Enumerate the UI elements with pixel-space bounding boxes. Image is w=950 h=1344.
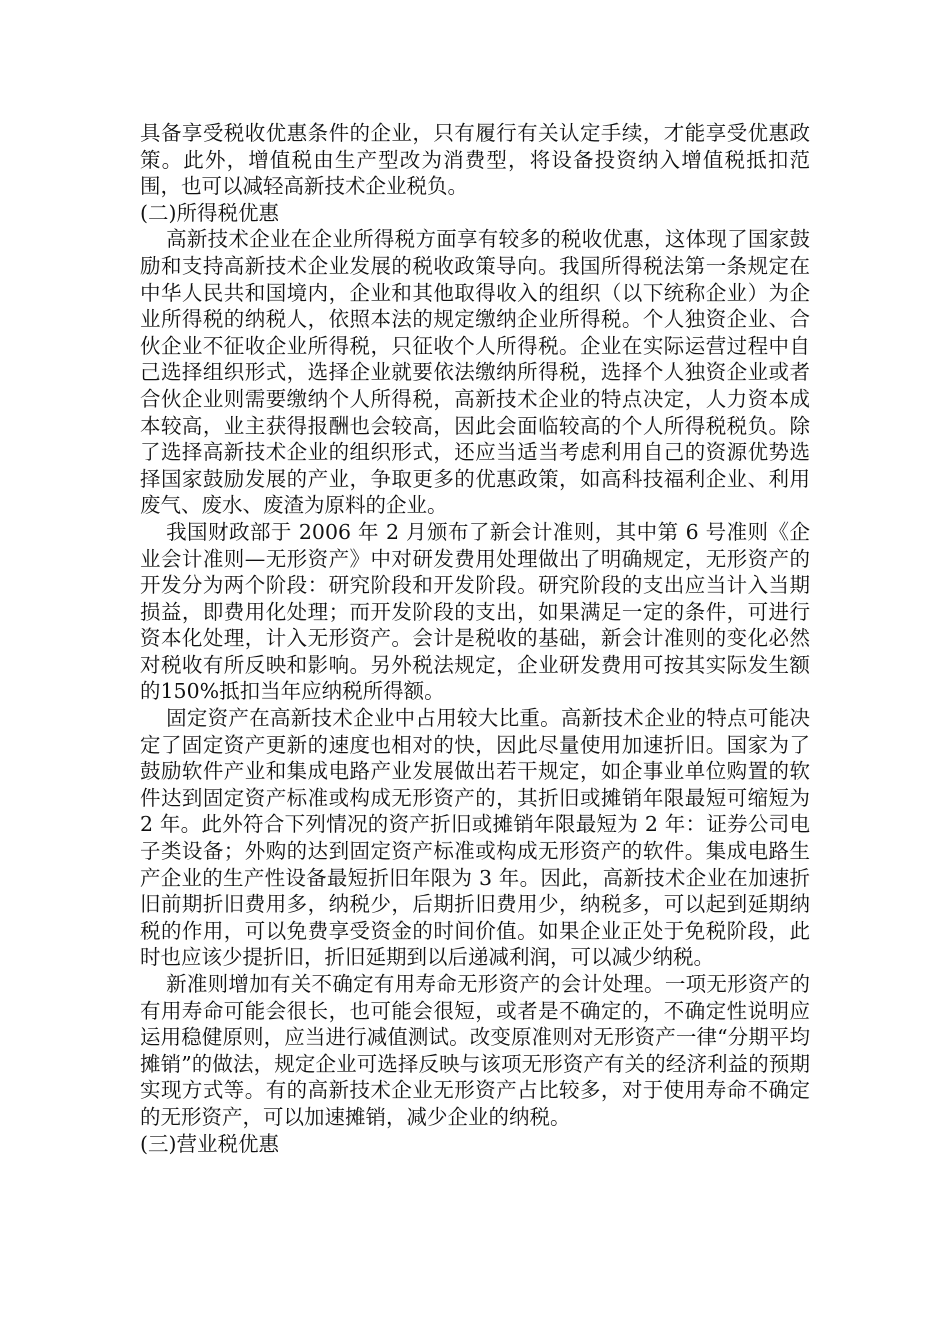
paragraph-income-tax: 高新技术企业在企业所得税方面享有较多的税收优惠，这体现了国家鼓励和支持高新技术企业发展的税收政策导向。我国所得税法第一条规定在中华人民共和国境内，企业和其他取得收入的组织（以下统称企业）为企业所得税的纳税人，依照本法的规定缴纳企业所得税。个人独资企业、合伙企业不征收企业所得税，只征收个人所得税。企业在实际运营过程中自己选择组织形式，选择企业就要依法缴纳所得税，选择个人独资企业或者合伙企业则需要缴纳个人所得税，高新技术企业的特点决定，人力资本成本较高，业主获得报酬也会较高，因此会面临较高的个人所得税税负。除了选择高新技术企业的组织形式，还应当适当考虑利用自己的资源优势选择国家鼓励发展的产业，争取更多的优惠政策，如高科技福利企业、利用废气、废水、废渣为原料的企业。 [140, 227, 810, 518]
paragraph-continued: 具备享受税收优惠条件的企业，只有履行有关认定手续，才能享受优惠政策。此外，增值税由生产型改为消费型，将设备投资纳入增值税抵扣范围，也可以减轻高新技术企业税负。 [140, 121, 810, 199]
paragraph-fixed-assets: 固定资产在高新技术企业中占用较大比重。高新技术企业的特点可能决定了固定资产更新的速度也相对的快，因此尽量使用加速折旧。国家为了鼓励软件产业和集成电路产业发展做出若干规定，如企事业单位购置的软件达到固定资产标准或构成无形资产的，其折旧或摊销年限最短可缩短为 2 年。此外符合下列情况的资产折旧或摊销年限最短为 2 年：证券公司电子类设备；外购的达到固定资产标准或构成无形资产的软件。集成电路生产企业的生产性设备最短折旧年限为 3 年。因此，高新技术企业在加速折旧前期折旧费用多，纳税少，后期折旧费用少，纳税多，可以起到延期纳税的作用，可以免费享受资金的时间价值。如果企业正处于免税阶段，此时也应该少提折旧，折旧延期到以后递减利润，可以减少纳税。 [140, 706, 810, 970]
section-heading-income-tax: (二)所得税优惠 [140, 200, 279, 225]
paragraph-accounting-standards: 我国财政部于 2006 年 2 月颁布了新会计准则，其中第 6 号准则《企业会计准则—无形资产》中对研发费用处理做出了明确规定，无形资产的开发分为两个阶段：研究阶段和开发阶段。研究阶段的支出应当计入当期损益，即费用化处理；而开发阶段的支出，如果满足一定的条件，可进行资本化处理，计入无形资产。会计是税收的基础，新会计准则的变化必然对税收有所反映和影响。另外税法规定，企业研发费用可按其实际发生额的150%抵扣当年应纳税所得额。 [140, 519, 810, 704]
paragraph-intangible-assets: 新准则增加有关不确定有用寿命无形资产的会计处理。一项无形资产的有用寿命可能会很长，也可能会很短，或者是不确定的，不确定性说明应运用稳健原则，应当进行减值测试。改变原准则对无形资产一律“分期平均摊销”的做法，规定企业可选择反映与该项无形资产有关的经济利益的预期实现方式等。有的高新技术企业无形资产占比较多，对于使用寿命不确定的无形资产，可以加速摊销，减少企业的纳税。 [140, 972, 810, 1129]
section-heading-business-tax: (三)营业税优惠 [140, 1131, 279, 1156]
document-body [140, 120, 810, 1157]
